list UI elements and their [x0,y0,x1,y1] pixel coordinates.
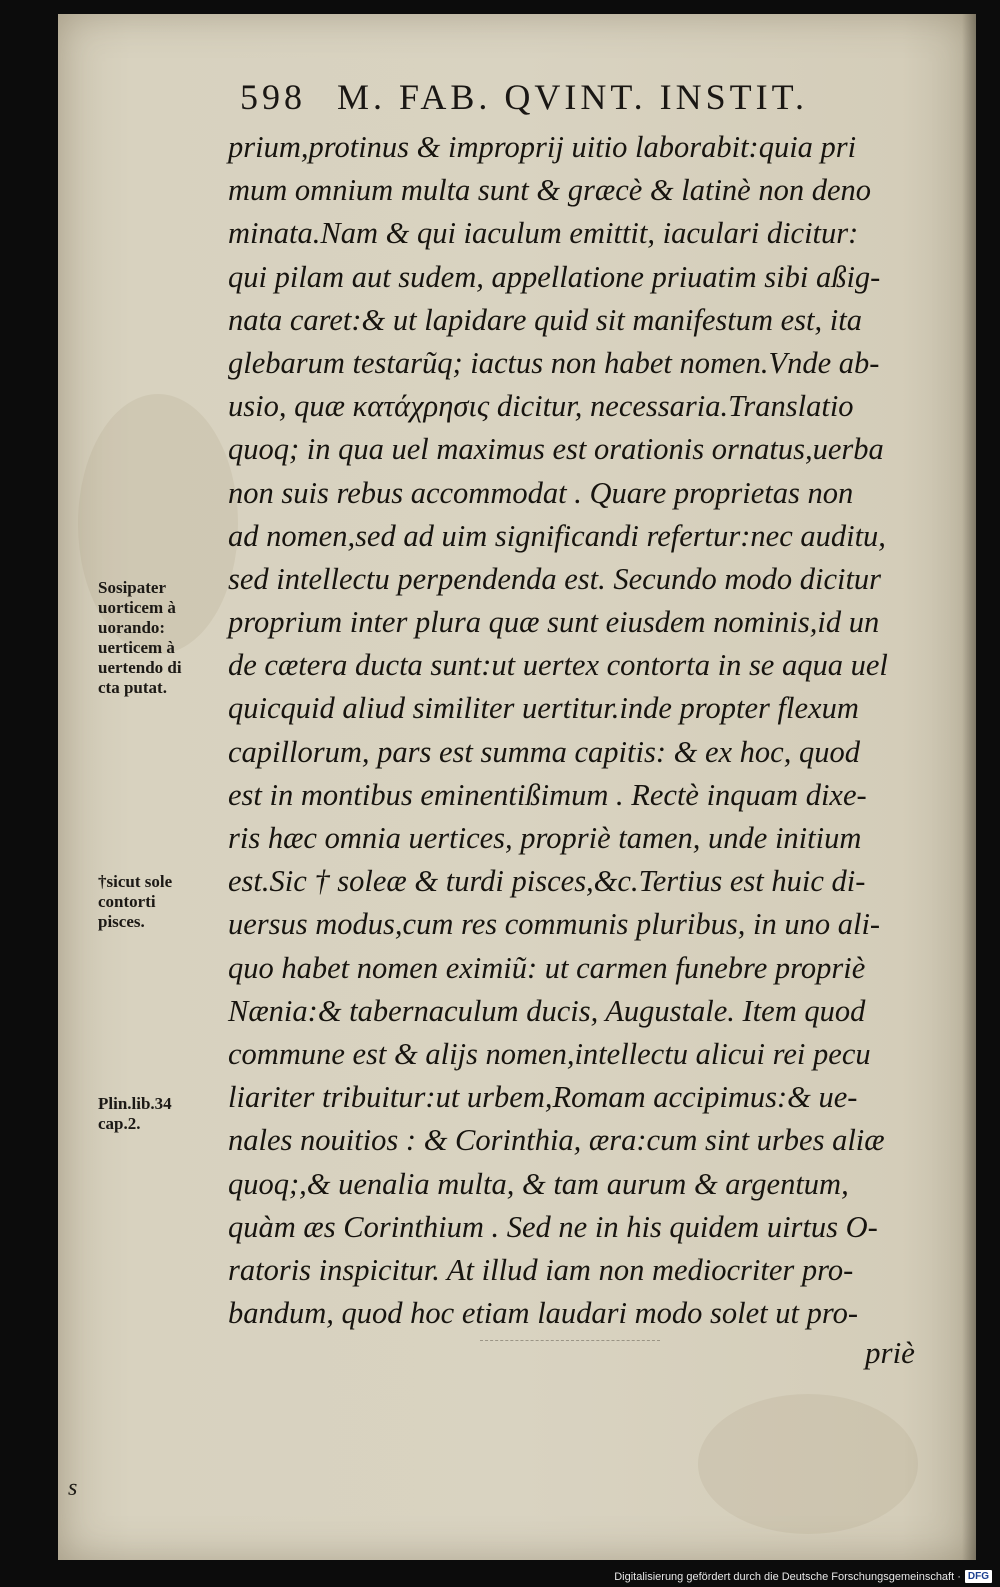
running-title: M. FAB. QVINT. INSTIT. [337,77,808,117]
paper-stain [698,1394,918,1534]
text-line: nata caret:& ut lapidare quid sit manifestum est, ita [228,302,862,337]
marginal-note-line: cap.2. [98,1114,141,1133]
text-line: de cætera ducta sunt:ut uertex contorta in se aqua uel [228,648,888,683]
running-header [240,76,808,118]
marginal-note-line: uorando: [98,618,166,637]
text-line: quàm æs Corinthium . Sed ne in his quidem uirtus O- [228,1209,878,1244]
marginal-note-line: uertendo di [98,658,182,677]
marginal-note-line: contorti [98,892,156,911]
text-line: non suis rebus accommodat . Quare proprietas non [228,475,854,510]
marginal-note-plinius [98,1094,172,1134]
text-line: est.Sic † soleæ & turdi pisces,&c.Tertius est huic di- [228,864,866,899]
text-line: est in montibus eminentißimum . Rectè inquam dixe- [228,777,867,812]
marginal-note-sosipater [98,578,182,698]
catchword: priè [865,1335,915,1370]
text-line: quoq; in qua uel maximus est orationis ornatus,uerba [228,432,884,467]
text-line: minata.Nam & qui iaculum emittit, iaculari dicitur: [228,216,859,251]
text-line: liariter tribuitur:ut urbem,Romam accipimus:& ue- [228,1080,858,1115]
text-line: proprium inter plura quæ sunt eiusdem nominis,id un [228,605,880,640]
text-line: nales nouitios : & Corinthia, æra:cum sint urbes aliæ [228,1123,885,1158]
text-line: prium,protinus & improprij uitio laborabit:quia pri [228,130,857,164]
marginal-note-line: †sicut sole [98,872,173,891]
marginal-note-line: cta putat. [98,678,167,697]
text-line: ris hæc omnia uertices, propriè tamen, unde initium [228,821,862,855]
marginal-note-line: uerticem à [98,638,175,657]
dfg-logo-icon: DFG [965,1570,992,1583]
footer-credit-text: Digitalisierung gefördert durch die Deutsche Forschungsgemeinschaft · [614,1570,961,1583]
text-line: quicquid aliud similiter uertitur.inde propter flexum [228,691,859,726]
text-line: quo habet nomen eximiũ: ut carmen funebre propriè [228,950,866,985]
text-line: usio, quæ κατάχρησις dicitur, necessaria.Translatio [228,389,854,424]
marginal-note-line: Plin.lib.34 [98,1094,172,1113]
digitization-footer [614,1570,992,1583]
text-line: ratoris inspicitur. At illud iam non mediocriter pro- [228,1252,854,1287]
marginal-note-sicut-sole [98,872,172,932]
text-line: glebarum testarũq; iactus non habet nomen.Vnde ab- [228,345,880,380]
marginal-note-line: Sosipater [98,578,166,597]
text-line: Nænia:& tabernaculum ducis, Augustale. Item quod [228,993,866,1028]
text-line: quoq;,& uenalia multa, & tam aurum & argentum, [228,1166,849,1201]
text-line: bandum, quod hoc etiam laudari modo solet ut pro- [228,1296,859,1331]
main-text-block [228,126,918,1335]
marginal-note-line: pisces. [98,912,145,931]
signature-mark: s [68,1475,78,1501]
text-line: ad nomen,sed ad uim significandi refertur:nec auditu, [228,518,886,553]
marginal-note-line: uorticem à [98,598,176,617]
text-line: qui pilam aut sudem, appellatione priuatim sibi aßig- [228,259,881,294]
text-line: sed intellectu perpendenda est. Secundo modo dicitur [228,561,882,596]
text-line: mum omnium multa sunt & græcè & latinè non deno [228,173,872,208]
decorative-rule [480,1340,660,1341]
text-line: commune est & alijs nomen,intellectu alicui rei pecu [228,1036,871,1071]
page-number: 598 [240,77,306,117]
text-line: uersus modus,cum res communis pluribus, in uno ali- [228,907,881,942]
text-line: capillorum, pars est summa capitis: & ex hoc, quod [228,734,860,769]
page-edge-shadow [962,14,976,1560]
